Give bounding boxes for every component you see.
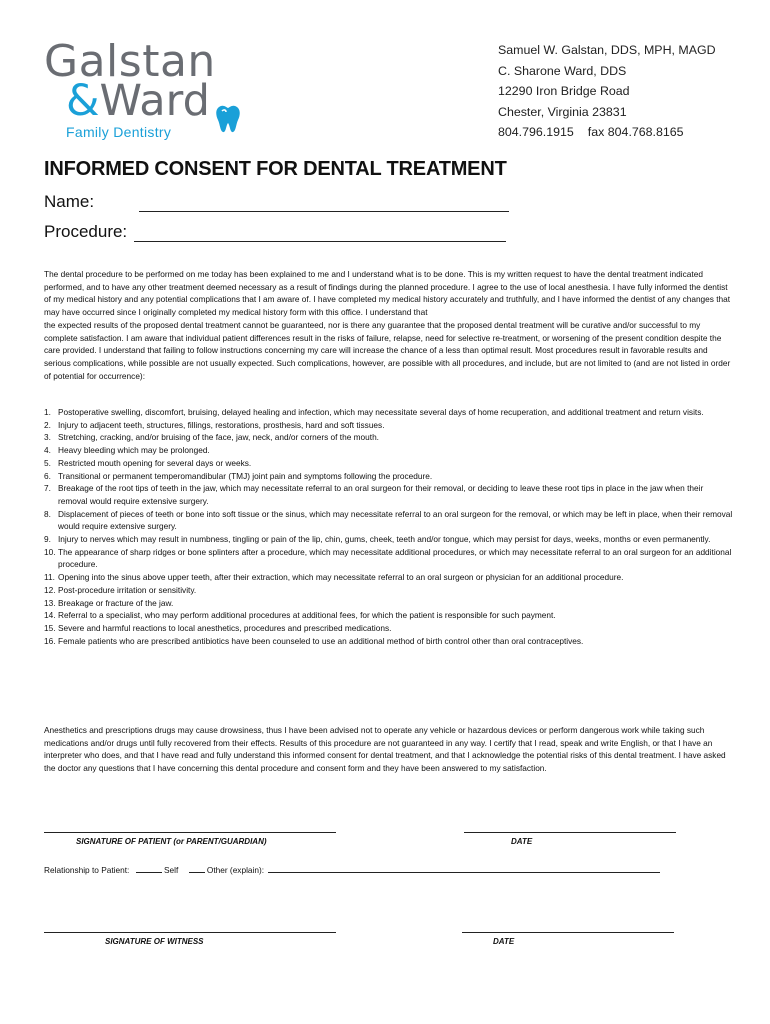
relationship-row <box>44 864 660 875</box>
list-text: Referral to a specialist, who may perform additional procedures at additional fees, for which the patient is responsible for such payment. <box>58 610 556 621</box>
self-checkbox-line[interactable] <box>136 864 162 873</box>
phone-number: 804.796.1915 <box>498 125 574 139</box>
list-item <box>44 406 734 419</box>
list-text: Transitional or permanent temperomandibular (TMJ) joint pain and symptoms following the procedure. <box>58 470 433 481</box>
procedure-input-line[interactable] <box>134 227 506 242</box>
list-number: 7. <box>44 483 51 494</box>
practice-logo <box>44 36 259 140</box>
name-input-line[interactable] <box>139 197 509 212</box>
list-number: 16. <box>44 635 56 646</box>
list-item <box>44 470 734 483</box>
patient-signature-label: SIGNATURE OF PATIENT (or PARENT/GUARDIAN) <box>76 837 267 846</box>
logo-tagline: Family Dentistry <box>66 124 172 140</box>
list-text: Female patients who are prescribed antibiotics have been counseled to use an additional method of birth control other than oral contraceptives. <box>58 635 584 646</box>
fax-number: fax 804.768.8165 <box>587 125 684 139</box>
list-number: 12. <box>44 584 56 595</box>
list-text: Displacement of pieces of teeth or bone into soft tissue or the sinus, which may necessitate referral to an oral surgeon for the removal, or which may be left in place, when their removal would require extensive surgery. <box>58 508 733 532</box>
risk-list <box>44 406 734 647</box>
logo-line-galstan: Galstan <box>44 36 216 87</box>
intro-paragraph-2: the expected results of the proposed dental treatment cannot be guaranteed, nor is there any guarantee that the proposed dental treatment will be curative and/or successful to my complete satisfaction. I am aware that individual patient differences result in the risks of failure, relapse, need for selective re-treatment, or worsening of the present condition despite the care provided. I understand that failing to follow instructions concerning my care will increase the chance of a less than optimal result. Most procedures result in favorable results and serious complications, while possible are not usually expected. Such complications, however, are possible with all procedures, and include, but are not limited to (and are not listed in order of potential for occurrence): <box>44 319 731 381</box>
list-number: 5. <box>44 457 51 468</box>
list-text: Stretching, cracking, and/or bruising of the face, jaw, neck, and/or corners of the mouth. <box>58 432 379 443</box>
city-address: Chester, Virginia 23831 <box>498 104 627 119</box>
list-item <box>44 533 734 546</box>
other-explain-line[interactable] <box>268 864 660 873</box>
list-text: Heavy bleeding which may be prolonged. <box>58 445 210 456</box>
consent-intro <box>44 268 734 382</box>
list-item <box>44 419 734 432</box>
list-number: 15. <box>44 622 56 633</box>
list-text: Injury to nerves which may result in numbness, tingling or pain of the lip, chin, gums, cheek, teeth and/or tongue, which may persist for days, weeks, months or even permanently. <box>58 534 711 545</box>
list-number: 11. <box>44 572 55 583</box>
page-title: INFORMED CONSENT FOR DENTAL TREATMENT <box>44 158 507 180</box>
list-item <box>44 546 734 571</box>
witness-date-label: DATE <box>493 937 515 946</box>
intro-paragraph-1: The dental procedure to be performed on me today has been explained to me and I understand what is to be done. This is my written request to have the dental treatment indicated performed, and to have any other treatment deemed necessary as a result of findings during the planned procedure. I agree to the use of local anesthesia. I have fully informed the dentist of my medical history and any potential complications that I am aware of. I have completed my medical history accurately and truthfully, and I have informed the dentist of any changes that may have occurred since I originally completed my medical history form with this office. I understand that <box>44 269 731 318</box>
practice-address <box>498 40 716 143</box>
name-field <box>44 192 509 212</box>
self-label: Self <box>163 865 179 875</box>
list-number: 14. <box>44 610 56 621</box>
list-text: Injury to adjacent teeth, structures, fillings, restorations, prosthesis, hard and soft tissues. <box>58 419 385 430</box>
list-text: Post-procedure irritation or sensitivity. <box>58 584 197 595</box>
logo-ampersand: & <box>66 76 100 126</box>
list-text: Breakage or fracture of the jaw. <box>58 597 174 608</box>
closing-paragraph: Anesthetics and prescriptions drugs may cause drowsiness, thus I have been advised not to operate any vehicle or hazardous devices or perform dangerous work while taking such medications and/or drugs until fully recovered from their effects. Results of this procedure are not guaranteed in any way. I certify that I read, speak and write English, or that I have an interpreter who does, and that I have read and fully understand this informed consent for dental treatment, and that I acknowledge the potential risks of this dental treatment. I have asked the doctor any questions that I have concerning this dental procedure and consent form and they have been answered to my satisfaction. <box>44 725 726 774</box>
list-number: 10. <box>44 546 56 557</box>
other-label: Other (explain): <box>206 865 265 875</box>
list-text: The appearance of sharp ridges or bone splinters after a procedure, which may necessitate additional procedures, or which may necessitate referral to an oral surgeon for an additional procedure. <box>58 546 732 570</box>
list-number: 13. <box>44 597 56 608</box>
list-item <box>44 571 734 584</box>
relationship-label: Relationship to Patient: <box>44 865 130 875</box>
other-checkbox-line[interactable] <box>189 864 205 873</box>
patient-date-line[interactable] <box>464 832 676 833</box>
list-item <box>44 609 734 622</box>
street-address: 12290 Iron Bridge Road <box>498 84 630 98</box>
list-item <box>44 457 734 470</box>
logo-ward-text: Ward <box>99 76 210 126</box>
list-text: Breakage of the root tips of teeth in the jaw, which may necessitate referral to an oral surgeon for their removal, or deciding to leave these root tips in place in the jaw when their removal would require extensive surgery. <box>58 483 704 506</box>
list-number: 2. <box>44 419 51 430</box>
contact-line <box>498 122 716 143</box>
list-item <box>44 622 734 635</box>
doctor-1: Samuel W. Galstan, DDS, MPH, MAGD <box>498 43 716 57</box>
list-text: Postoperative swelling, discomfort, bruising, delayed healing and infection, which may necessitate several days of home recuperation, and additional treatment and return visits. <box>58 407 704 417</box>
logo-line-ward <box>66 78 210 124</box>
list-text: Severe and harmful reactions to local anesthetics, procedures and prescribed medications. <box>58 622 392 633</box>
patient-signature-line[interactable] <box>44 832 336 833</box>
list-item <box>44 444 734 457</box>
name-label: Name: <box>44 192 95 211</box>
list-text: Opening into the sinus above upper teeth, after their extraction, which may necessitate referral to an oral surgeon or physician for an additional procedure. <box>58 572 624 583</box>
list-number: 6. <box>44 470 51 481</box>
tooth-icon <box>214 104 242 134</box>
witness-date-line[interactable] <box>462 932 674 933</box>
list-item <box>44 635 734 648</box>
list-item <box>44 431 734 444</box>
witness-signature-line[interactable] <box>44 932 336 933</box>
list-number: 8. <box>44 508 51 519</box>
list-number: 9. <box>44 534 51 545</box>
list-number: 4. <box>44 445 51 456</box>
list-item <box>44 584 734 597</box>
doctor-2: C. Sharone Ward, DDS <box>498 63 627 78</box>
list-item <box>44 508 734 533</box>
procedure-field <box>44 222 506 242</box>
procedure-label: Procedure: <box>44 222 128 241</box>
list-item <box>44 482 734 507</box>
patient-date-label: DATE <box>511 837 533 846</box>
list-text: Restricted mouth opening for several days or weeks. <box>58 457 252 468</box>
list-number: 1. <box>44 407 51 417</box>
consent-closing <box>44 724 734 775</box>
list-number: 3. <box>44 432 51 443</box>
list-item <box>44 597 734 610</box>
witness-signature-label: SIGNATURE OF WITNESS <box>105 937 204 946</box>
